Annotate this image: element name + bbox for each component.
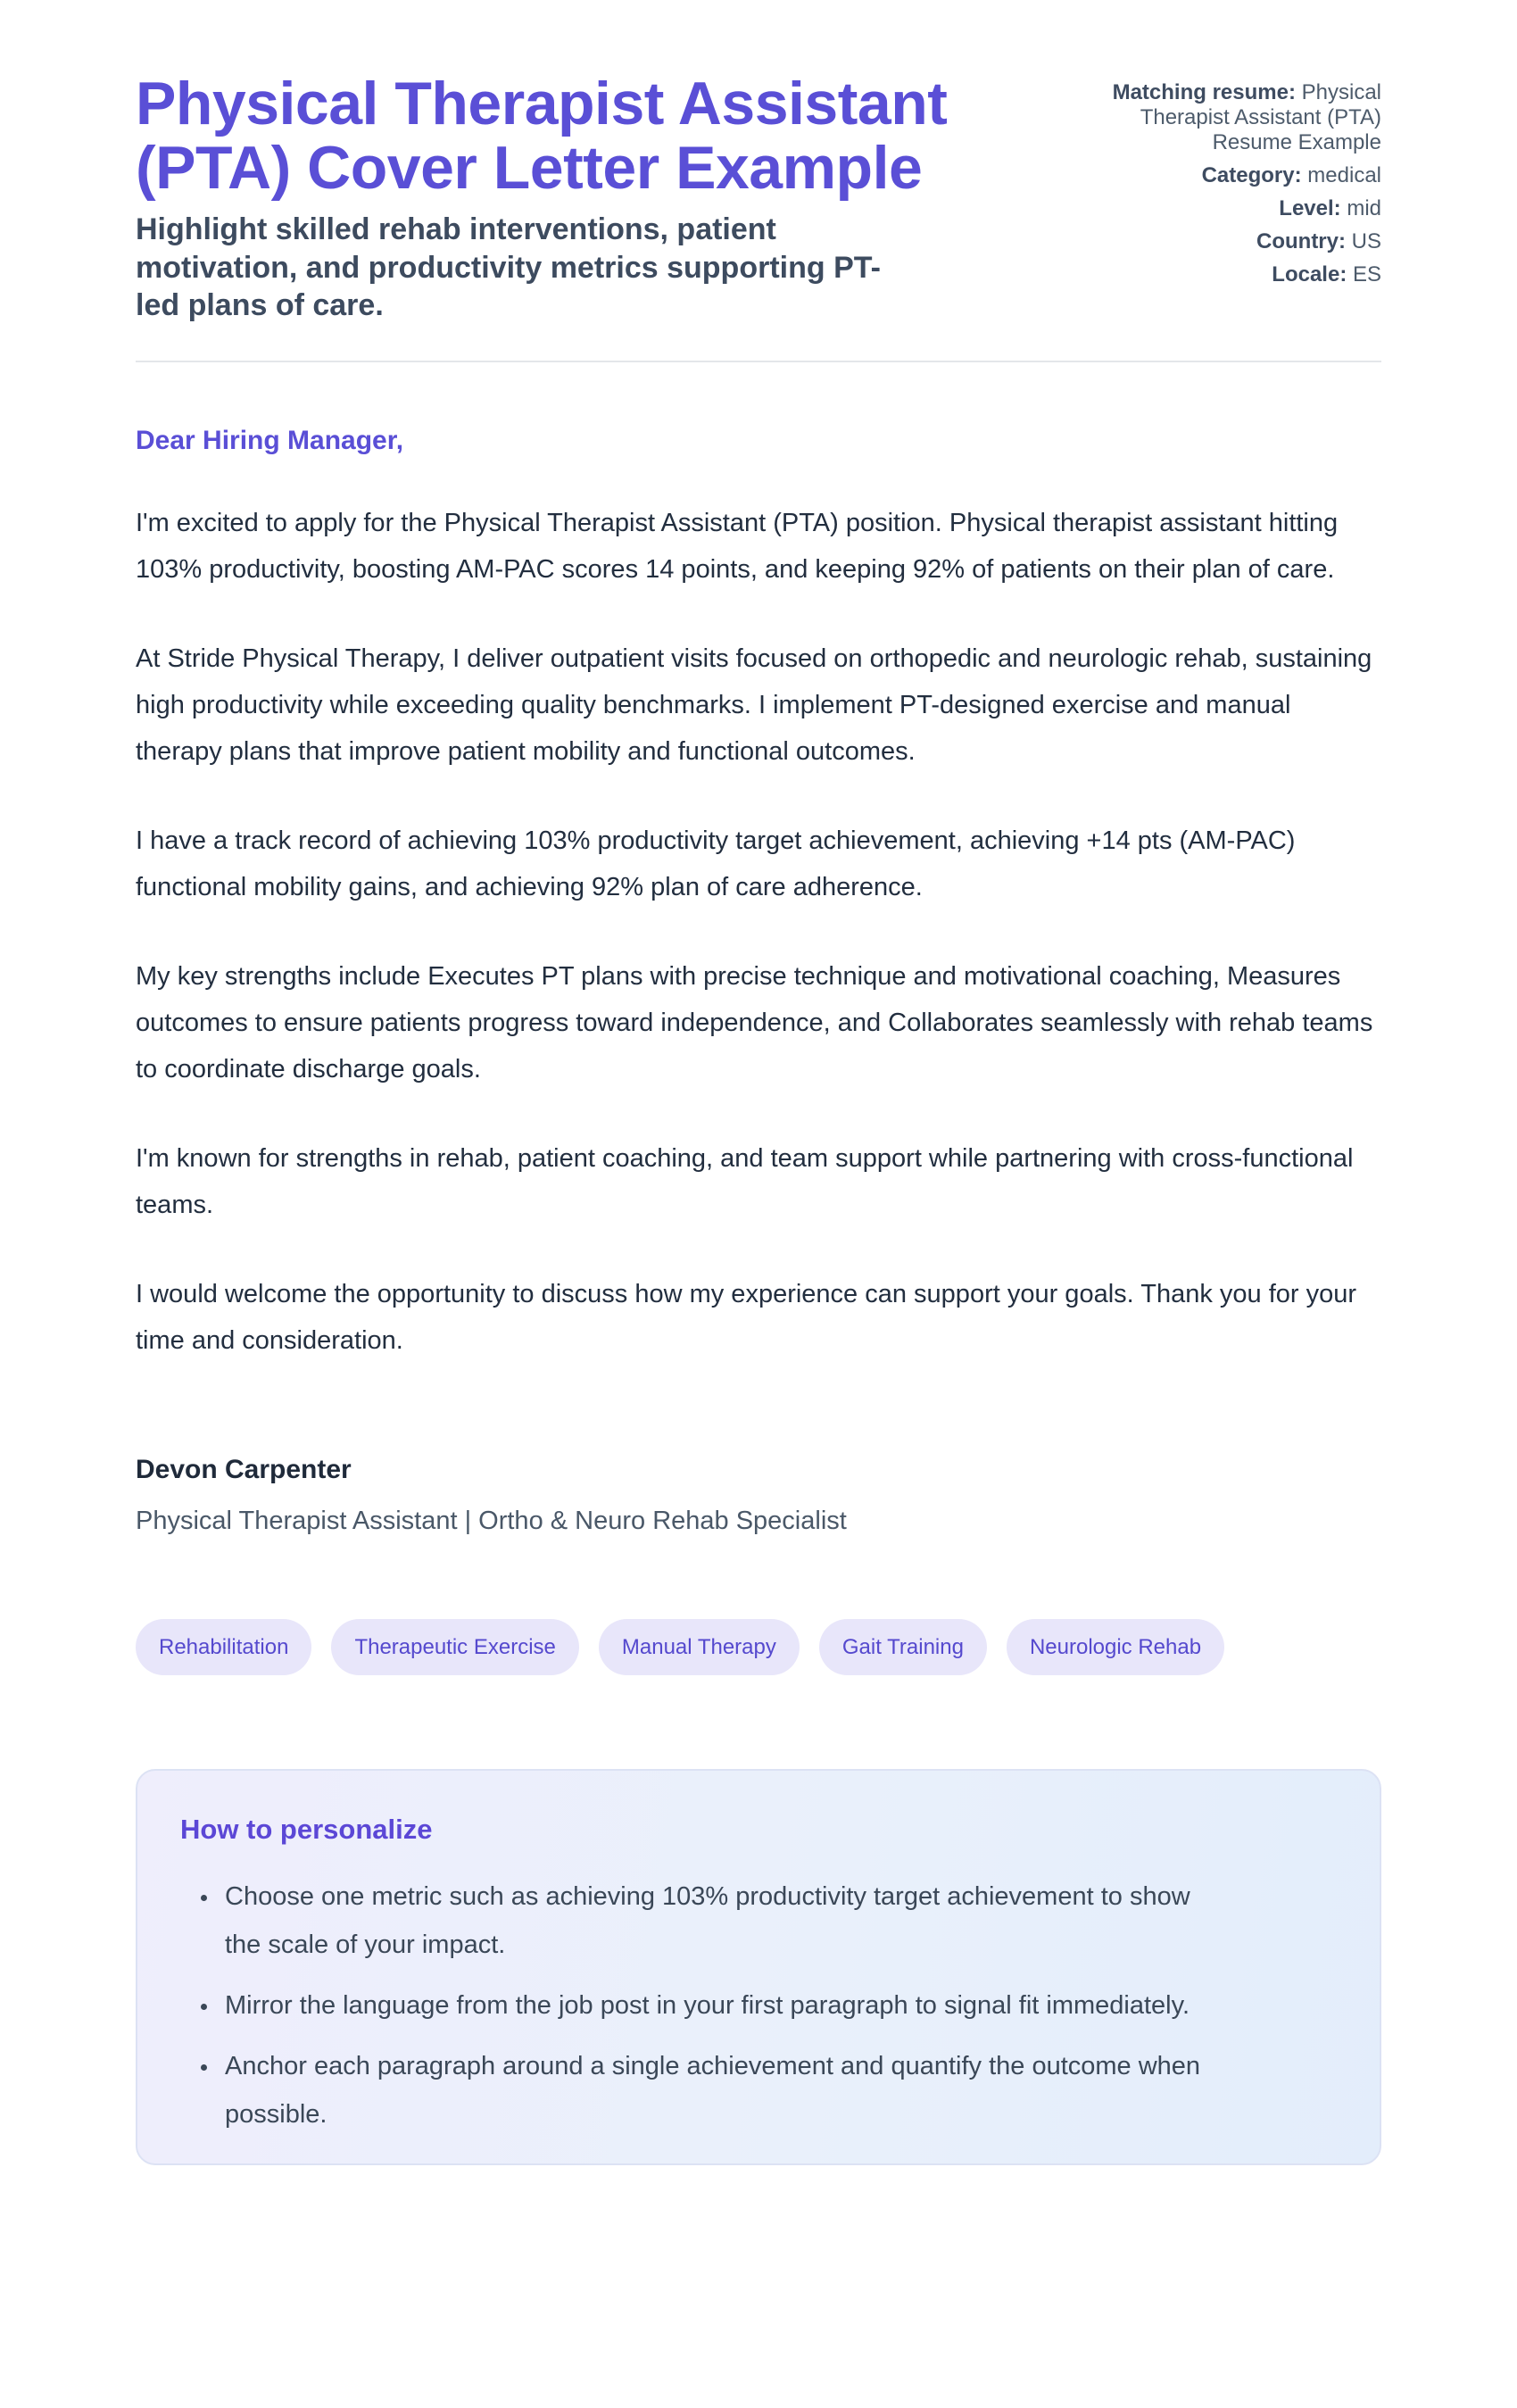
letter-paragraph: My key strengths include Executes PT plans with precise technique and motivational coaching, Measures outcomes to ensure patients progress toward independence, and Collaborates seamlessly with rehab teams to coordinate discharge goals. — [136, 961, 1373, 1084]
tag-list — [136, 1619, 1381, 1675]
letter-paragraph: I'm known for strengths in rehab, patient coaching, and team support while partnering with cross-functional teams. — [136, 1143, 1354, 1219]
header-title-block — [136, 71, 957, 325]
tips-list — [180, 1872, 1330, 2138]
meta-label: Country: — [1256, 229, 1346, 253]
meta-item-country — [1060, 229, 1381, 254]
meta-value: Physical Therapist Assistant (PTA) Resume Example — [1140, 80, 1381, 154]
page-container — [136, 0, 1381, 2254]
tips-heading: How to personalize — [180, 1813, 433, 1845]
tag-gait-training[interactable]: Gait Training — [819, 1619, 987, 1675]
meta-value: US — [1351, 229, 1381, 253]
meta-item-category — [1060, 163, 1381, 188]
meta-item-matching-resume — [1060, 80, 1381, 155]
meta-value: ES — [1352, 262, 1381, 286]
page-subtitle: Highlight skilled rehab interventions, patient motivation, and productivity metrics supporting PT-led plans of care. — [136, 212, 881, 323]
meta-label: Locale: — [1272, 262, 1347, 286]
tag-therapeutic-exercise[interactable]: Therapeutic Exercise — [331, 1619, 578, 1675]
meta-item-level — [1060, 196, 1381, 221]
meta-value: mid — [1347, 196, 1381, 220]
tag-neurologic-rehab[interactable]: Neurologic Rehab — [1007, 1619, 1224, 1675]
letter-paragraph: I'm excited to apply for the Physical Therapist Assistant (PTA) position. Physical therapist assistant hitting 103% productivity, boosting AM-PAC scores 14 points, and keeping 92% of patients on their plan of care. — [136, 508, 1339, 584]
meta-label: Matching resume: — [1112, 80, 1296, 104]
meta-label: Level: — [1279, 196, 1341, 220]
letter-greeting: Dear Hiring Manager, — [136, 425, 404, 455]
page-header — [136, 71, 1381, 325]
tip-item: • Anchor each paragraph around a single achievement and quantify the outcome when possible. — [220, 2042, 1201, 2138]
letter-paragraph: I would welcome the opportunity to discuss how my experience can support your goals. Thank you for your time and consideration. — [136, 1279, 1357, 1355]
header-divider — [136, 361, 1381, 362]
meta-value: medical — [1307, 163, 1381, 187]
letter-paragraph: At Stride Physical Therapy, I deliver outpatient visits focused on orthopedic and neurologic rehab, sustaining high productivity while exceeding quality benchmarks. I implement PT-designed exercise and manual therapy plans that improve patient mobility and functional outcomes. — [136, 644, 1372, 766]
page-title: Physical Therapist Assistant (PTA) Cover Letter Example — [136, 70, 948, 203]
meta-list — [1060, 71, 1381, 295]
meta-label: Category: — [1201, 163, 1302, 187]
letter-paragraph: I have a track record of achieving 103% productivity target achievement, achieving +14 pts (AM-PAC) functional mobility gains, and achieving 92% plan of care adherence. — [136, 826, 1296, 901]
tip-item: • Choose one metric such as achieving 103% productivity target achievement to show the scale of your impact. — [220, 1872, 1201, 1969]
tip-item: • Mirror the language from the job post in your first paragraph to signal fit immediately. — [220, 1981, 1201, 2030]
meta-item-locale — [1060, 262, 1381, 287]
cover-letter-body — [136, 425, 1381, 1539]
signature-title: Physical Therapist Assistant | Ortho & Neuro Rehab Specialist — [136, 1506, 847, 1535]
tag-rehabilitation[interactable]: Rehabilitation — [136, 1619, 311, 1675]
signature-name: Devon Carpenter — [136, 1454, 352, 1484]
tag-manual-therapy[interactable]: Manual Therapy — [599, 1619, 800, 1675]
how-to-personalize-box — [136, 1769, 1381, 2165]
